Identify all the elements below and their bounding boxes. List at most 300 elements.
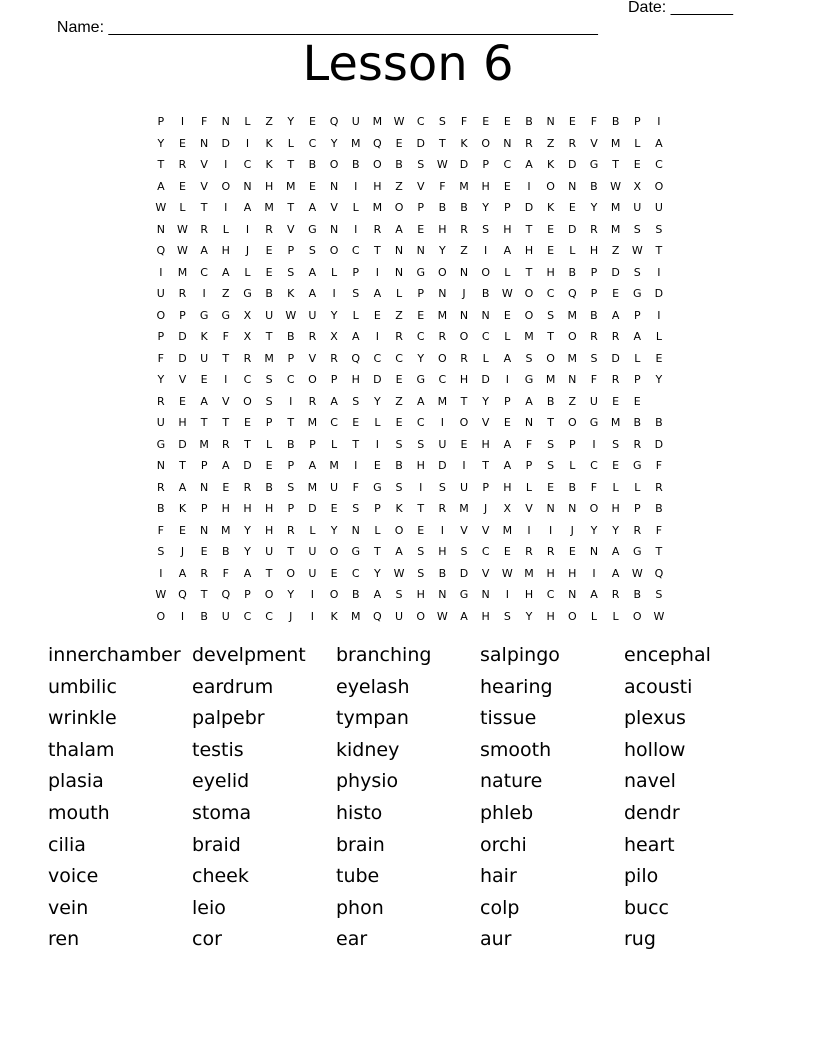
grid-letter: I — [484, 244, 488, 257]
grid-letter: A — [157, 179, 165, 193]
grid-letter: E — [482, 115, 490, 128]
grid-letter: N — [546, 502, 555, 515]
grid-letter: Y — [482, 394, 490, 408]
grid-letter: R — [633, 437, 642, 451]
grid-letter: T — [525, 265, 533, 279]
grid-letter: S — [547, 437, 555, 451]
grid-letter: H — [264, 523, 274, 537]
grid-row — [150, 541, 670, 563]
grid-letter: A — [633, 330, 642, 343]
grid-letter: T — [525, 222, 533, 236]
grid-row — [150, 498, 670, 520]
grid-letter: M — [567, 308, 578, 322]
grid-letter: E — [395, 373, 403, 386]
grid-letter: J — [180, 545, 185, 558]
grid-letter: I — [527, 523, 531, 537]
word-list-item: tympan — [336, 707, 409, 730]
grid-letter: L — [222, 222, 229, 236]
grid-letter: N — [394, 244, 404, 257]
grid-letter: M — [307, 416, 318, 429]
grid-letter: I — [419, 480, 423, 494]
grid-row — [150, 111, 670, 133]
grid-letter: R — [243, 480, 252, 494]
grid-letter: R — [633, 523, 642, 537]
word-list-item: orchi — [480, 833, 527, 856]
grid-letter: N — [156, 222, 165, 236]
grid-letter: C — [503, 158, 512, 171]
word-list-item: cheek — [192, 865, 249, 888]
grid-letter: O — [329, 545, 339, 558]
grid-letter: H — [221, 502, 230, 515]
grid-letter: I — [375, 330, 380, 343]
grid-letter: I — [245, 136, 250, 150]
grid-letter: C — [243, 373, 252, 386]
grid-letter: A — [503, 351, 512, 365]
grid-letter: E — [460, 437, 468, 451]
word-list-item: rug — [624, 928, 656, 951]
grid-letter: J — [245, 244, 250, 257]
grid-letter: H — [568, 566, 577, 580]
grid-letter: B — [568, 265, 577, 279]
grid-letter: I — [289, 394, 293, 408]
grid-row — [150, 262, 670, 284]
grid-row — [150, 240, 670, 262]
grid-letter: U — [156, 287, 165, 300]
word-list-item: pilo — [624, 865, 659, 888]
grid-letter: D — [459, 158, 469, 171]
grid-row — [150, 455, 670, 477]
grid-letter: M — [610, 416, 621, 429]
grid-letter: B — [286, 437, 295, 451]
word-list-item: eardrum — [192, 675, 274, 698]
grid-letter: F — [222, 330, 229, 343]
grid-letter: P — [504, 201, 511, 214]
grid-letter: E — [568, 115, 576, 128]
grid-letter: B — [460, 201, 468, 214]
grid-row — [150, 154, 670, 176]
grid-letter: S — [352, 287, 360, 300]
word-list-item: ear — [336, 928, 368, 951]
grid-letter: H — [546, 265, 555, 279]
grid-letter: B — [351, 588, 360, 601]
grid-letter: W — [285, 308, 297, 322]
grid-letter: K — [287, 287, 295, 300]
grid-letter: C — [481, 330, 490, 343]
grid-letter: R — [308, 394, 317, 408]
grid-letter: N — [243, 179, 252, 193]
grid-letter: M — [545, 373, 556, 386]
word-list-item: plexus — [624, 707, 686, 730]
grid-letter: S — [482, 222, 490, 236]
grid-letter: A — [243, 201, 252, 214]
word-list-item: brain — [336, 833, 385, 856]
grid-letter: J — [462, 287, 466, 300]
grid-letter: B — [525, 115, 533, 128]
grid-letter: C — [546, 588, 555, 601]
grid-letter: R — [395, 330, 403, 343]
grid-letter: M — [524, 330, 534, 343]
grid-letter: E — [179, 179, 186, 193]
grid-letter: R — [590, 222, 598, 236]
grid-letter: L — [590, 609, 598, 623]
word-list-item: navel — [624, 770, 676, 793]
grid-letter: N — [200, 136, 209, 150]
grid-letter: B — [633, 588, 642, 601]
grid-letter: T — [374, 545, 381, 558]
grid-letter: O — [481, 136, 490, 150]
grid-letter: H — [438, 222, 447, 236]
grid-letter: A — [395, 222, 403, 236]
grid-letter: E — [222, 480, 230, 494]
grid-letter: A — [308, 287, 317, 300]
grid-letter: A — [590, 588, 598, 601]
grid-letter: O — [394, 523, 404, 537]
grid-letter: Y — [330, 523, 338, 537]
grid-letter: C — [330, 416, 338, 429]
grid-letter: L — [374, 416, 381, 429]
grid-letter: F — [352, 480, 359, 494]
grid-letter: Y — [374, 394, 381, 408]
grid-letter: H — [351, 373, 360, 386]
grid-letter: I — [440, 416, 444, 429]
grid-letter: N — [459, 265, 469, 279]
word-list-item: tube — [336, 865, 380, 888]
grid-letter: R — [611, 588, 620, 601]
word-list-item: smooth — [480, 738, 552, 761]
grid-letter: P — [157, 115, 165, 128]
grid-letter: E — [308, 115, 316, 128]
grid-letter: N — [438, 588, 447, 601]
grid-letter: J — [570, 523, 574, 537]
grid-letter: R — [525, 136, 533, 150]
grid-letter: F — [590, 373, 598, 386]
grid-letter: M — [610, 222, 621, 236]
grid-letter: B — [395, 459, 403, 472]
grid-row — [150, 477, 670, 499]
grid-letter: E — [417, 308, 425, 322]
grid-letter: E — [352, 416, 360, 429]
grid-letter: A — [200, 394, 208, 408]
grid-letter: E — [200, 545, 208, 558]
grid-letter: O — [373, 158, 382, 171]
grid-letter: H — [243, 502, 252, 515]
grid-letter: Q — [329, 115, 339, 128]
grid-row — [150, 520, 670, 542]
grid-row — [150, 326, 670, 348]
word-list-item: testis — [192, 738, 244, 761]
grid-letter: I — [462, 459, 466, 472]
grid-letter: Y — [157, 136, 165, 150]
grid-letter: C — [590, 459, 598, 472]
grid-letter: J — [289, 609, 293, 623]
grid-letter: V — [200, 158, 208, 171]
grid-letter: G — [589, 158, 599, 171]
grid-letter: K — [200, 330, 208, 343]
grid-letter: P — [633, 373, 641, 386]
grid-letter: D — [611, 265, 620, 279]
grid-letter: D — [178, 330, 187, 343]
grid-letter: C — [200, 265, 208, 279]
grid-letter: K — [460, 136, 468, 150]
grid-letter: N — [589, 545, 599, 558]
grid-letter: G — [243, 287, 252, 300]
grid-letter: K — [178, 502, 187, 515]
grid-letter: O — [459, 330, 469, 343]
word-list-item: leio — [192, 896, 226, 919]
grid-letter: S — [547, 308, 555, 322]
grid-letter: E — [373, 459, 381, 472]
grid-letter: R — [157, 394, 165, 408]
grid-letter: S — [438, 480, 446, 494]
grid-letter: L — [244, 265, 251, 279]
grid-letter: C — [416, 330, 425, 343]
grid-letter: T — [222, 416, 230, 429]
grid-letter: T — [222, 351, 230, 365]
grid-letter: F — [200, 115, 208, 128]
grid-letter: L — [179, 201, 186, 214]
grid-letter: K — [547, 158, 555, 171]
grid-letter: A — [308, 201, 317, 214]
grid-letter: O — [438, 265, 447, 279]
grid-letter: B — [611, 115, 620, 128]
grid-letter: R — [438, 502, 447, 515]
grid-letter: A — [308, 459, 317, 472]
grid-letter: L — [634, 480, 641, 494]
grid-letter: U — [654, 201, 663, 214]
grid-letter: N — [200, 480, 209, 494]
grid-letter: T — [482, 459, 490, 472]
grid-letter: V — [525, 502, 533, 515]
grid-letter: M — [264, 201, 274, 214]
grid-letter: A — [460, 609, 468, 623]
grid-letter: T — [438, 136, 446, 150]
grid-letter: K — [330, 609, 338, 623]
grid-letter: I — [180, 609, 185, 623]
grid-letter: T — [157, 158, 165, 171]
grid-letter: F — [590, 115, 598, 128]
grid-letter: H — [459, 373, 469, 386]
grid-letter: M — [567, 351, 578, 365]
grid-letter: O — [156, 308, 166, 322]
grid-letter: T — [655, 545, 663, 558]
grid-letter: Y — [417, 351, 425, 365]
grid-letter: I — [224, 158, 228, 171]
grid-letter: F — [157, 523, 164, 537]
grid-letter: E — [633, 158, 641, 171]
grid-letter: P — [287, 244, 295, 257]
grid-letter: Y — [244, 523, 251, 537]
grid-letter: M — [610, 201, 621, 214]
grid-letter: S — [525, 351, 533, 365]
grid-letter: U — [308, 545, 317, 558]
word-list-item: phon — [336, 896, 384, 919]
grid-letter: O — [416, 609, 426, 623]
grid-letter: A — [178, 566, 187, 580]
grid-letter: P — [590, 265, 598, 279]
grid-letter: E — [503, 545, 511, 558]
grid-letter: U — [633, 201, 642, 214]
grid-letter: Y — [482, 201, 490, 214]
grid-letter: G — [351, 545, 360, 558]
grid-letter: Y — [590, 201, 598, 214]
grid-letter: R — [611, 373, 620, 386]
grid-letter: Z — [460, 244, 468, 257]
word-list-item: heart — [624, 833, 675, 856]
grid-letter: O — [546, 351, 555, 365]
grid-letter: I — [505, 373, 509, 386]
grid-letter: F — [222, 566, 229, 580]
grid-letter: R — [568, 136, 577, 150]
grid-letter: Z — [265, 115, 273, 128]
word-list-item: bucc — [624, 896, 669, 919]
grid-letter: L — [569, 244, 576, 257]
grid-letter: T — [200, 416, 208, 429]
grid-letter: H — [481, 437, 490, 451]
grid-letter: L — [482, 351, 489, 365]
grid-letter: T — [287, 201, 295, 214]
grid-letter: E — [417, 222, 425, 236]
grid-letter: B — [286, 330, 295, 343]
grid-letter: G — [633, 545, 642, 558]
grid-letter: L — [612, 609, 619, 623]
grid-letter: D — [178, 351, 187, 365]
word-list-item: nature — [480, 770, 543, 793]
grid-row — [150, 348, 670, 370]
grid-letter: I — [375, 265, 380, 279]
grid-letter: F — [590, 480, 598, 494]
grid-letter: L — [612, 480, 619, 494]
grid-letter: L — [655, 330, 662, 343]
grid-letter: I — [159, 265, 163, 279]
grid-letter: U — [330, 480, 339, 494]
grid-letter: S — [547, 459, 555, 472]
grid-letter: S — [395, 588, 403, 601]
grid-letter: T — [179, 459, 186, 472]
grid-letter: A — [416, 394, 425, 408]
grid-letter: K — [265, 136, 273, 150]
grid-letter: Z — [568, 394, 577, 408]
grid-letter: A — [503, 244, 512, 257]
grid-letter: T — [655, 244, 663, 257]
grid-letter: A — [243, 566, 252, 580]
grid-letter: H — [524, 244, 534, 257]
grid-letter: E — [179, 523, 186, 537]
grid-letter: B — [438, 566, 447, 580]
grid-letter: W — [501, 566, 513, 580]
grid-letter: S — [417, 566, 425, 580]
grid-letter: T — [612, 158, 619, 171]
grid-letter: O — [589, 502, 599, 515]
grid-row — [150, 369, 670, 391]
grid-letter: Y — [612, 523, 619, 537]
grid-letter: T — [200, 588, 208, 601]
word-list-item: aur — [480, 928, 512, 951]
grid-letter: U — [459, 480, 469, 494]
grid-letter: G — [524, 373, 534, 386]
grid-letter: C — [481, 545, 490, 558]
grid-letter: Q — [178, 588, 187, 601]
grid-letter: L — [331, 265, 338, 279]
grid-letter: M — [610, 136, 621, 150]
grid-letter: B — [265, 480, 273, 494]
grid-letter: C — [438, 373, 447, 386]
grid-letter: N — [351, 523, 360, 537]
grid-letter: D — [481, 373, 490, 386]
word-list-item: braid — [192, 833, 241, 856]
grid-letter: P — [287, 351, 295, 365]
grid-letter: O — [156, 609, 166, 623]
grid-letter: M — [502, 523, 513, 537]
grid-letter: P — [287, 502, 295, 515]
grid-letter: O — [394, 201, 404, 214]
grid-letter: T — [547, 330, 554, 343]
grid-letter: E — [330, 566, 338, 580]
grid-letter: I — [224, 373, 228, 386]
grid-letter: X — [243, 330, 252, 343]
grid-letter: P — [633, 502, 641, 515]
grid-letter: V — [178, 373, 187, 386]
grid-letter: M — [372, 201, 383, 214]
grid-letter: U — [156, 416, 165, 429]
grid-letter: O — [481, 265, 490, 279]
grid-letter: W — [177, 244, 188, 257]
grid-letter: C — [416, 416, 425, 429]
grid-letter: H — [503, 480, 512, 494]
word-list-item: eyelid — [192, 770, 250, 793]
grid-letter: R — [590, 330, 598, 343]
grid-letter: A — [308, 265, 317, 279]
grid-letter: A — [395, 545, 403, 558]
grid-letter: D — [524, 201, 534, 214]
grid-letter: P — [482, 158, 489, 171]
grid-letter: V — [200, 179, 208, 193]
grid-letter: B — [157, 502, 165, 515]
word-list-item: ren — [48, 928, 80, 951]
grid-letter: G — [156, 437, 166, 451]
grid-letter: B — [590, 308, 598, 322]
grid-letter: N — [546, 115, 555, 128]
grid-letter: V — [481, 523, 490, 537]
grid-letter: I — [159, 566, 163, 580]
grid-letter: A — [351, 330, 360, 343]
grid-letter: B — [655, 416, 663, 429]
grid-letter: G — [199, 308, 209, 322]
grid-letter: L — [331, 437, 338, 451]
grid-letter: L — [309, 523, 316, 537]
word-list-item: kidney — [336, 738, 400, 761]
grid-letter: E — [265, 459, 273, 472]
grid-letter: L — [352, 201, 359, 214]
grid-letter: R — [373, 222, 382, 236]
grid-letter: U — [265, 545, 274, 558]
grid-letter: I — [202, 287, 206, 300]
grid-letter: L — [504, 265, 511, 279]
grid-letter: A — [373, 287, 382, 300]
grid-letter: E — [330, 502, 338, 515]
word-list-item: hair — [480, 865, 517, 888]
grid-letter: V — [590, 136, 598, 150]
grid-letter: G — [308, 222, 317, 236]
grid-letter: E — [417, 523, 425, 537]
grid-letter: A — [330, 394, 338, 408]
grid-letter: S — [287, 265, 295, 279]
word-list-item: colp — [480, 896, 520, 919]
grid-letter: S — [157, 545, 165, 558]
grid-letter: S — [460, 545, 468, 558]
grid-letter: H — [178, 416, 187, 429]
grid-letter: P — [352, 265, 360, 279]
grid-letter: C — [655, 158, 663, 171]
